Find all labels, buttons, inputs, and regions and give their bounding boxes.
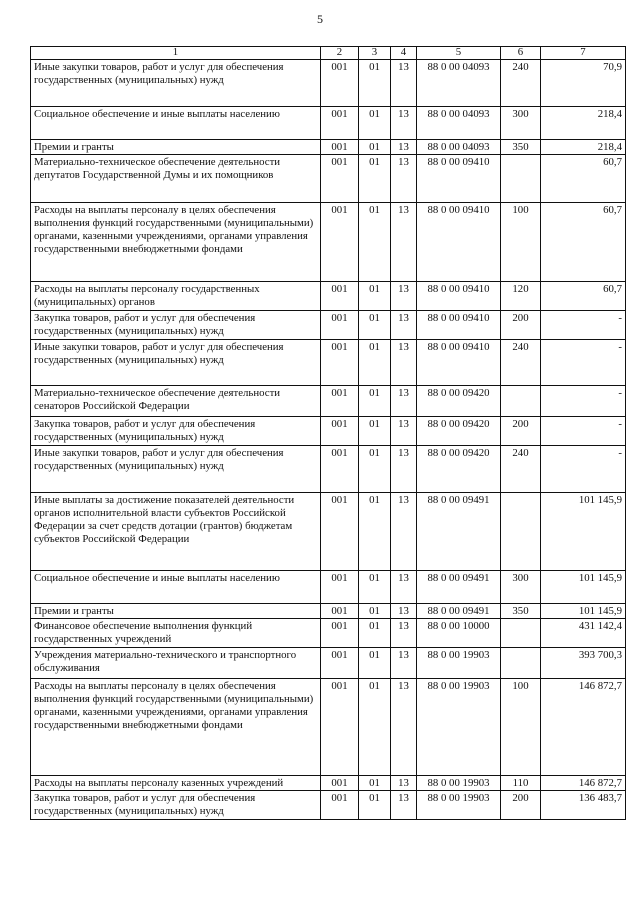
row-name: Закупка товаров, работ и услуг для обеспечения государственных (муниципальных) нужд bbox=[31, 791, 321, 820]
row-subsection: 13 bbox=[391, 203, 417, 282]
table-row bbox=[31, 679, 626, 776]
row-code: 001 bbox=[321, 203, 359, 282]
row-name: Иные выплаты за достижение показателей деятельности органов исполнительной власти субъектов Российской Федерации за счет средств дотации (грантов) бюджетам субъектов Российской Федерации bbox=[31, 493, 321, 571]
row-name: Закупка товаров, работ и услуг для обеспечения государственных (муниципальных) нужд bbox=[31, 311, 321, 340]
table-row bbox=[31, 776, 626, 791]
row-name: Расходы на выплаты персоналу в целях обеспечения выполнения функций государственными (муниципальными) органами, казенными учреждениями, органами управления государственными внебюджетными фондами bbox=[31, 679, 321, 776]
row-section: 01 bbox=[359, 140, 391, 155]
table-row bbox=[31, 604, 626, 619]
row-amount: 101 145,9 bbox=[541, 571, 626, 604]
row-expense-type: 240 bbox=[501, 446, 541, 493]
row-name: Расходы на выплаты персоналу государственных (муниципальных) органов bbox=[31, 282, 321, 311]
row-expense-type: 110 bbox=[501, 776, 541, 791]
row-subsection: 13 bbox=[391, 386, 417, 417]
row-subsection: 13 bbox=[391, 340, 417, 386]
row-name: Иные закупки товаров, работ и услуг для обеспечения государственных (муниципальных) нужд bbox=[31, 60, 321, 107]
row-expense-type: 200 bbox=[501, 311, 541, 340]
row-subsection: 13 bbox=[391, 140, 417, 155]
row-target-article: 88 0 00 09410 bbox=[417, 155, 501, 203]
row-amount: 146 872,7 bbox=[541, 776, 626, 791]
column-header: 4 bbox=[391, 47, 417, 60]
row-section: 01 bbox=[359, 446, 391, 493]
row-target-article: 88 0 00 04093 bbox=[417, 107, 501, 140]
row-subsection: 13 bbox=[391, 155, 417, 203]
row-target-article: 88 0 00 09491 bbox=[417, 571, 501, 604]
table-row bbox=[31, 493, 626, 571]
table-row bbox=[31, 107, 626, 140]
page-number: 5 bbox=[317, 12, 323, 26]
row-amount: 60,7 bbox=[541, 203, 626, 282]
row-target-article: 88 0 00 19903 bbox=[417, 679, 501, 776]
row-subsection: 13 bbox=[391, 648, 417, 679]
row-expense-type: 240 bbox=[501, 60, 541, 107]
row-target-article: 88 0 00 19903 bbox=[417, 776, 501, 791]
row-name: Расходы на выплаты персоналу в целях обеспечения выполнения функций государственными (муниципальными) органами, казенными учреждениями, органами управления государственными внебюджетными фондами bbox=[31, 203, 321, 282]
row-subsection: 13 bbox=[391, 776, 417, 791]
row-target-article: 88 0 00 09420 bbox=[417, 386, 501, 417]
table-row bbox=[31, 571, 626, 604]
row-expense-type bbox=[501, 493, 541, 571]
row-subsection: 13 bbox=[391, 311, 417, 340]
row-code: 001 bbox=[321, 791, 359, 820]
row-subsection: 13 bbox=[391, 282, 417, 311]
row-section: 01 bbox=[359, 340, 391, 386]
row-subsection: 13 bbox=[391, 60, 417, 107]
table-row bbox=[31, 340, 626, 386]
row-amount: 393 700,3 bbox=[541, 648, 626, 679]
column-header: 3 bbox=[359, 47, 391, 60]
budget-table bbox=[30, 46, 626, 820]
row-expense-type: 200 bbox=[501, 417, 541, 446]
row-code: 001 bbox=[321, 60, 359, 107]
row-amount: 136 483,7 bbox=[541, 791, 626, 820]
row-expense-type bbox=[501, 386, 541, 417]
row-expense-type bbox=[501, 648, 541, 679]
row-name: Иные закупки товаров, работ и услуг для обеспечения государственных (муниципальных) нужд bbox=[31, 340, 321, 386]
row-section: 01 bbox=[359, 679, 391, 776]
row-amount: 101 145,9 bbox=[541, 493, 626, 571]
row-section: 01 bbox=[359, 493, 391, 571]
column-header: 7 bbox=[541, 47, 626, 60]
row-subsection: 13 bbox=[391, 571, 417, 604]
row-section: 01 bbox=[359, 155, 391, 203]
row-code: 001 bbox=[321, 679, 359, 776]
row-expense-type: 100 bbox=[501, 679, 541, 776]
row-target-article: 88 0 00 19903 bbox=[417, 791, 501, 820]
row-code: 001 bbox=[321, 386, 359, 417]
table-row bbox=[31, 417, 626, 446]
row-target-article: 88 0 00 09410 bbox=[417, 203, 501, 282]
row-subsection: 13 bbox=[391, 791, 417, 820]
row-expense-type: 100 bbox=[501, 203, 541, 282]
row-code: 001 bbox=[321, 140, 359, 155]
row-code: 001 bbox=[321, 311, 359, 340]
row-code: 001 bbox=[321, 282, 359, 311]
row-target-article: 88 0 00 09420 bbox=[417, 446, 501, 493]
row-subsection: 13 bbox=[391, 604, 417, 619]
row-expense-type: 240 bbox=[501, 340, 541, 386]
row-name: Закупка товаров, работ и услуг для обеспечения государственных (муниципальных) нужд bbox=[31, 417, 321, 446]
table-row bbox=[31, 60, 626, 107]
table-header-row bbox=[31, 47, 626, 60]
column-header: 2 bbox=[321, 47, 359, 60]
row-code: 001 bbox=[321, 155, 359, 203]
row-name: Расходы на выплаты персоналу казенных учреждений bbox=[31, 776, 321, 791]
table-row bbox=[31, 282, 626, 311]
row-code: 001 bbox=[321, 417, 359, 446]
row-target-article: 88 0 00 04093 bbox=[417, 140, 501, 155]
row-amount: 218,4 bbox=[541, 107, 626, 140]
row-subsection: 13 bbox=[391, 446, 417, 493]
row-amount: - bbox=[541, 311, 626, 340]
row-code: 001 bbox=[321, 648, 359, 679]
row-subsection: 13 bbox=[391, 619, 417, 648]
row-amount: 70,9 bbox=[541, 60, 626, 107]
row-section: 01 bbox=[359, 282, 391, 311]
row-expense-type: 350 bbox=[501, 140, 541, 155]
row-section: 01 bbox=[359, 619, 391, 648]
row-target-article: 88 0 00 09410 bbox=[417, 311, 501, 340]
row-name: Иные закупки товаров, работ и услуг для обеспечения государственных (муниципальных) нужд bbox=[31, 446, 321, 493]
table-row bbox=[31, 140, 626, 155]
table-row bbox=[31, 155, 626, 203]
row-section: 01 bbox=[359, 107, 391, 140]
row-target-article: 88 0 00 09491 bbox=[417, 493, 501, 571]
row-amount: 146 872,7 bbox=[541, 679, 626, 776]
row-target-article: 88 0 00 09410 bbox=[417, 282, 501, 311]
row-section: 01 bbox=[359, 386, 391, 417]
row-name: Премии и гранты bbox=[31, 604, 321, 619]
row-expense-type: 120 bbox=[501, 282, 541, 311]
row-amount: - bbox=[541, 446, 626, 493]
row-name: Учреждения материально-технического и транспортного обслуживания bbox=[31, 648, 321, 679]
row-target-article: 88 0 00 09410 bbox=[417, 340, 501, 386]
row-amount: 218,4 bbox=[541, 140, 626, 155]
row-code: 001 bbox=[321, 340, 359, 386]
row-section: 01 bbox=[359, 417, 391, 446]
row-target-article: 88 0 00 09420 bbox=[417, 417, 501, 446]
row-target-article: 88 0 00 19903 bbox=[417, 648, 501, 679]
table-row bbox=[31, 446, 626, 493]
row-subsection: 13 bbox=[391, 493, 417, 571]
row-code: 001 bbox=[321, 776, 359, 791]
table-row bbox=[31, 619, 626, 648]
column-header: 1 bbox=[31, 47, 321, 60]
row-amount: 60,7 bbox=[541, 155, 626, 203]
column-header: 5 bbox=[417, 47, 501, 60]
column-header: 6 bbox=[501, 47, 541, 60]
row-name: Финансовое обеспечение выполнения функций государственных учреждений bbox=[31, 619, 321, 648]
table-row bbox=[31, 203, 626, 282]
row-code: 001 bbox=[321, 619, 359, 648]
row-code: 001 bbox=[321, 571, 359, 604]
row-amount: - bbox=[541, 340, 626, 386]
row-expense-type bbox=[501, 155, 541, 203]
row-code: 001 bbox=[321, 604, 359, 619]
row-amount: 60,7 bbox=[541, 282, 626, 311]
row-subsection: 13 bbox=[391, 417, 417, 446]
row-target-article: 88 0 00 09491 bbox=[417, 604, 501, 619]
row-target-article: 88 0 00 10000 bbox=[417, 619, 501, 648]
row-subsection: 13 bbox=[391, 679, 417, 776]
row-subsection: 13 bbox=[391, 107, 417, 140]
row-expense-type: 350 bbox=[501, 604, 541, 619]
row-code: 001 bbox=[321, 446, 359, 493]
row-section: 01 bbox=[359, 648, 391, 679]
row-expense-type: 300 bbox=[501, 107, 541, 140]
row-target-article: 88 0 00 04093 bbox=[417, 60, 501, 107]
row-section: 01 bbox=[359, 60, 391, 107]
row-section: 01 bbox=[359, 571, 391, 604]
row-section: 01 bbox=[359, 791, 391, 820]
row-amount: - bbox=[541, 417, 626, 446]
row-section: 01 bbox=[359, 311, 391, 340]
table-row bbox=[31, 311, 626, 340]
row-section: 01 bbox=[359, 604, 391, 619]
row-name: Материально-техническое обеспечение деятельности депутатов Государственной Думы и их помощников bbox=[31, 155, 321, 203]
row-amount: 431 142,4 bbox=[541, 619, 626, 648]
row-expense-type: 300 bbox=[501, 571, 541, 604]
table-row bbox=[31, 648, 626, 679]
row-name: Социальное обеспечение и иные выплаты населению bbox=[31, 571, 321, 604]
row-name: Социальное обеспечение и иные выплаты населению bbox=[31, 107, 321, 140]
row-amount: - bbox=[541, 386, 626, 417]
row-amount: 101 145,9 bbox=[541, 604, 626, 619]
table-row bbox=[31, 386, 626, 417]
row-code: 001 bbox=[321, 493, 359, 571]
row-code: 001 bbox=[321, 107, 359, 140]
row-section: 01 bbox=[359, 203, 391, 282]
row-expense-type bbox=[501, 619, 541, 648]
row-section: 01 bbox=[359, 776, 391, 791]
row-expense-type: 200 bbox=[501, 791, 541, 820]
row-name: Премии и гранты bbox=[31, 140, 321, 155]
table-row bbox=[31, 791, 626, 820]
row-name: Материально-техническое обеспечение деятельности сенаторов Российской Федерации bbox=[31, 386, 321, 417]
